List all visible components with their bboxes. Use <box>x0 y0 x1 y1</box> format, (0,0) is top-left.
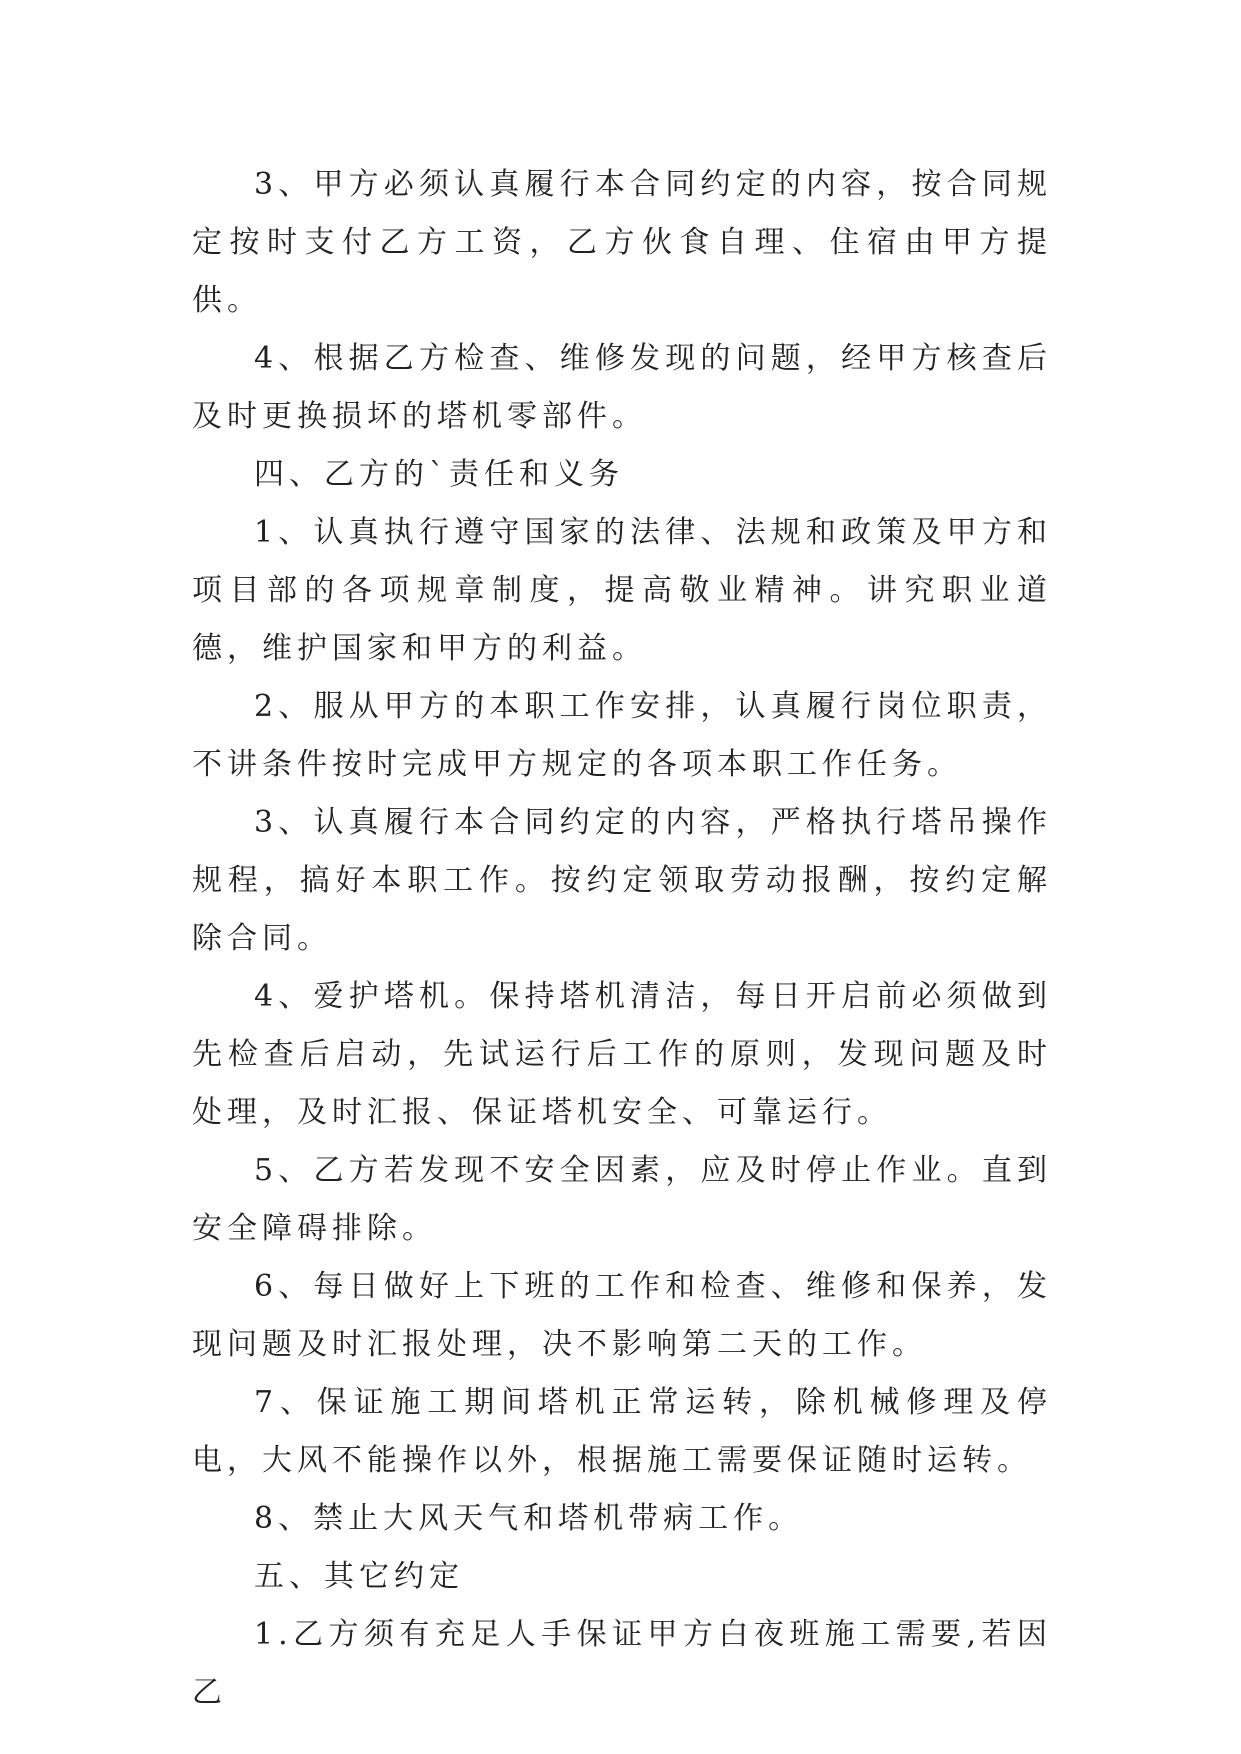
document-body <box>192 156 1052 1722</box>
paragraph-party-a-duty-4: 4、根据乙方检查、维修发现的问题，经甲方核查后及时更换损坏的塔机零部件。 <box>192 341 1052 434</box>
paragraph-party-b-duty-8: 8、禁止大风天气和塔机带病工作。 <box>254 1501 804 1536</box>
paragraph-party-b-duty-3: 3、认真履行本合同约定的内容，严格执行塔吊操作规程，搞好本职工作。按约定领取劳动报酬，按约定解除合同。 <box>192 805 1052 956</box>
paragraph-party-b-duty-7: 7、保证施工期间塔机正常运转，除机械修理及停电，大风不能操作以外，根据施工需要保证随时运转。 <box>192 1385 1052 1478</box>
paragraph-party-b-duty-1: 1、认真执行遵守国家的法律、法规和政策及甲方和项目部的各项规章制度，提高敬业精神。讲究职业道德，维护国家和甲方的利益。 <box>192 515 1052 666</box>
section-heading-other-terms: 五、其它约定 <box>254 1559 464 1594</box>
paragraph-party-b-duty-5: 5、乙方若发现不安全因素，应及时停止作业。直到安全障碍排除。 <box>192 1153 1052 1246</box>
section-heading-party-b-duties: 四、乙方的`责任和义务 <box>254 457 624 492</box>
paragraph-party-b-duty-2: 2、服从甲方的本职工作安排，认真履行岗位职责，不讲条件按时完成甲方规定的各项本职工作任务。 <box>192 689 1052 782</box>
paragraph-party-b-duty-6: 6、每日做好上下班的工作和检查、维修和保养，发现问题及时汇报处理，决不影响第二天的工作。 <box>192 1269 1052 1362</box>
paragraph-party-b-duty-4: 4、爱护塔机。保持塔机清洁，每日开启前必须做到先检查后启动，先试运行后工作的原则，发现问题及时处理，及时汇报、保证塔机安全、可靠运行。 <box>192 979 1052 1130</box>
paragraph-party-a-duty-3: 3、甲方必须认真履行本合同约定的内容，按合同规定按时支付乙方工资，乙方伙食自理、住宿由甲方提供。 <box>192 167 1052 318</box>
paragraph-other-term-1: 1.乙方须有充足人手保证甲方白夜班施工需要,若因乙 <box>192 1617 1052 1710</box>
